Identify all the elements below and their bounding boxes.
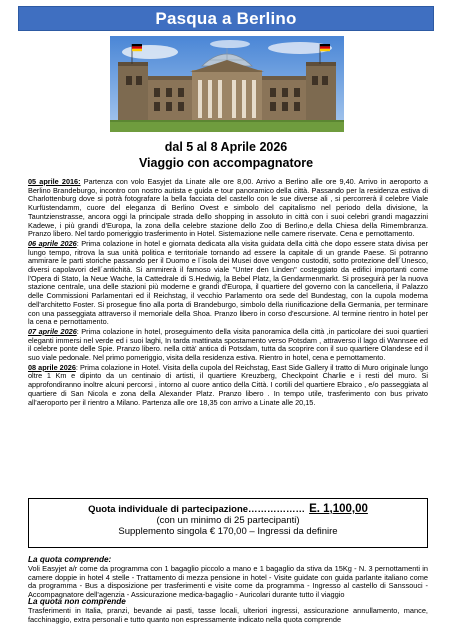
day-text: : Prima colazione in Hotel. Visita della cupola del Reichstag, East Side Gallery il tratto di Muro originale lungo oltre 1 Km e dipinto da un centinaio di artisti, il quartiere Kreuzberg, Checkpoint Charlie e i resti del muro. Si approfondiranno inoltre alcuni percorsi , intorno al cuore antico della Città. I cortili del quartiere Ebraico , e/o passeggiata al quartiere di San Nicola e zona della Alexander Platz. Pranzo libero . In tempo utile, trasferimento con bus privato all'aeroporto per il rientro a Milano. Partenza alle ore 18,35 con arrivo a Linate alle 20,15. [28,362,429,407]
includes-text: Voli Easyjet a/r come da programma con 1 bagaglio piccolo a mano e 1 bagaglio da stiva da 15Kg - N. 3 pernottamenti in camere doppie in hotel 4 stelle - Trattamento di mezza pensione in hotel - Visite guidate con guida parlante italiano come da programma - Bus a disposizione per trasferimenti e visite come da programma - Ingresso al castello di Sanssouci - Accompagnatore dell'agenzia - Assicurazione medica-bagaglio - Auricolari durante tutto il viaggio [28,563,428,600]
price-line [29,503,427,515]
price-value: E. 1,100,00 [309,503,368,515]
page-title: Pasqua a Berlino [155,8,297,28]
itinerary-day [28,240,428,327]
day-text: : Prima colazione in hotel, proseguimento della visita panoramica della città ,in particolare dei suoi quartieri eleganti immersi nel verde ed i suoi laghi, In tarda mattinata spostamento verso Potsdam , attraverso il lago di Wannsee ed il celebre ponte delle Spie. Pranzo libero. nella città' antica di Potsdam, tutta da scoprire con il suo quartiere Olandese ed il suo viale pedonale. Nel primo pomeriggio, visita della residenza estiva. Rientro in hotel, cena e pernottamento. [28,326,428,363]
includes-heading: La quota comprende: [28,555,112,564]
reichstag-photo [110,36,344,132]
price-box [28,498,428,548]
minimum-participants: (con un minimo di 25 partecipanti) [156,515,300,526]
excludes-heading: La quota non comprende [28,597,126,606]
itinerary [28,178,428,408]
day-text: : Prima colazione in hotel e giornata dedicata alla visita guidata della città che dopo essere stata divisa per lungo tempo, ritrova la sua unità politica e territoriale tornando ad essere la capitale di un grande Paese. Si potranno ammirare le parti storiche passando per il Duomo e l´isola dei Musei dove vengono custoditi, sotto protezione dell´Unesco, diversi capolavori dell´antichità. Si ammirerà il famoso viale "Unter den Linden" costeggiato da edifici importanti come l'Opera di Stato, la Neue Wache, la Cattedrale di S.Hedwig, la Bebel Platz, la Gendarmenmarkt. Si proseguirà per la nuova stazione centrale, una delle stazioni più moderne e grandi d'Europa, il quartiere del governo con la cancelleria, il Palazzo delle Commissioni Parlamentari ed il Reichstag, il vecchio Parlamento ora sede del Bundestag, con la cupola moderna dell'architetto Foster. Si prosegue fino alla porta di Brandeburgo, simbolo della riunificazione della Germania, per terminare con una passeggiata attraverso il memoriale della Shoa. Pranzo libero in corso d'escursione. Al termine rientro in hotel per la cena e pernottamento. [28,238,428,327]
trip-subtitle: Viaggio con accompagnatore [138,156,314,170]
day-date: 08 aprile 2026 [28,362,76,372]
price-label: Quota individuale di partecipazione……………… [88,504,306,515]
day-text: Partenza con volo Easyjet da Linate alle ore 8,00. Arrivo a Berlino alle ore 9,40. Arrivo in aeroporto a Berlino Brandeburgo, incontro con nostro autista e guida e tour panoramico della città. Passando per la residenza estiva di Charlottenburg dove si potrà fotografare la bella facciata del castello con le sue diverse ali , si percorrerà il celebre Viale Kurfüstendamm, cuore del eleganza di Berlino Ovest e simbolo del capitalismo nel periodo della divisione, la Tauntzienstrasse, ancora oggi la principale strada dello shopping in assoluto in città con i suoi celebri grandi magazzini Kadewe, i più grandi d'Europa, la zona della celebre stazione dello Zoo di Berlino,e della Chiesa della Rimembranza. Pranzo libero. Nel tardo pomeriggio trasferimento in Hotel. Sistemazione nelle camere riservate. Cena e pernottamento. [28,177,428,239]
itinerary-day [28,178,428,239]
excludes-section [28,598,428,624]
title-banner [18,6,434,31]
day-date: 07 aprile 2026 [28,326,77,336]
single-supplement: Supplemento singola € 170,00 – Ingressi da definire [118,526,338,537]
excludes-text: Trasferimenti in Italia, pranzi, bevande ai pasti, tasse locali, ulteriori ingressi, assicurazione annullamento, mance, facchinaggio, extra personali e tutto quanto non espressamente indicato nella quota comprende [28,605,428,624]
includes-section [28,556,428,600]
day-date: 06 aprile 2026 [28,238,77,248]
itinerary-day [28,364,428,408]
day-date: 05 aprile 2016: [28,177,81,186]
itinerary-day [28,328,428,363]
trip-dates: dal 5 al 8 Aprile 2026 [164,140,288,154]
